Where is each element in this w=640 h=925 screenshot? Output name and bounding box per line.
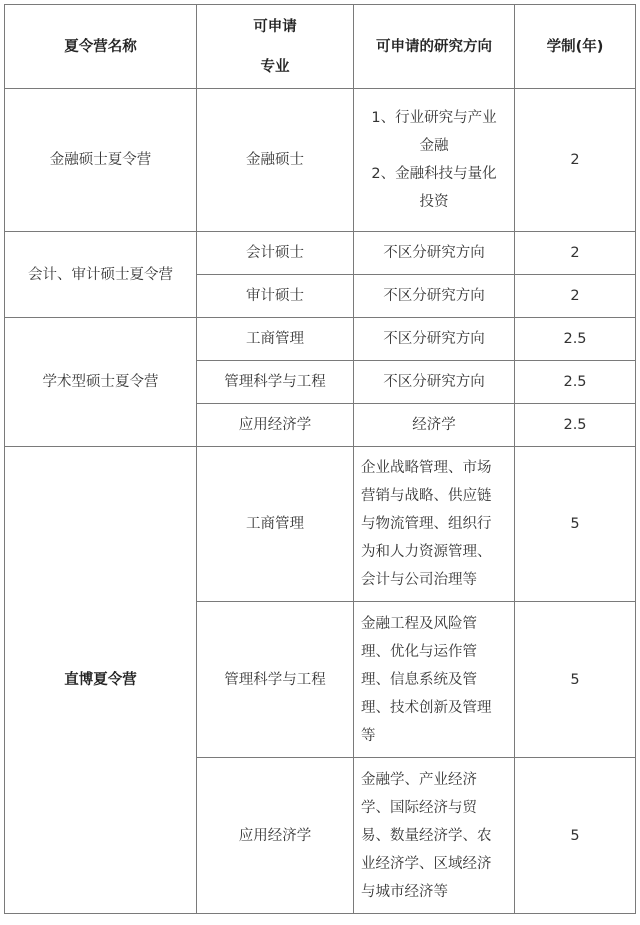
direction-cell: 经济学 [354, 404, 515, 447]
direction-line: 与物流管理、组织行 [361, 516, 492, 532]
direction-cell [354, 758, 515, 914]
years-cell: 2 [515, 89, 636, 232]
direction-line: 易、数量经济学、农 [361, 827, 492, 844]
table-row [5, 89, 636, 232]
header-major-line2: 专业 [260, 58, 290, 75]
direction-line: 金融学、产业经济 [361, 771, 477, 788]
camp-name: 学术型硕士夏令营 [5, 318, 197, 447]
years-cell: 2 [515, 232, 636, 275]
direction-line: 理、信息系统及管 [361, 671, 477, 688]
direction-cell: 不区分研究方向 [354, 232, 515, 275]
camp-name: 金融硕士夏令营 [5, 89, 197, 232]
direction-line: 业经济学、区域经济 [361, 855, 492, 872]
direction-line: 企业战略管理、市场 [361, 460, 492, 476]
major-cell: 工商管理 [197, 447, 354, 602]
years-cell: 5 [515, 447, 636, 602]
major-cell: 金融硕士 [197, 89, 354, 232]
direction-line: 金融工程及风险管 [361, 615, 477, 632]
direction-line: 投资 [419, 194, 449, 210]
major-cell: 管理科学与工程 [197, 602, 354, 758]
direction-line: 会计与公司治理等 [361, 572, 477, 588]
direction-line: 2、金融科技与量化 [371, 166, 497, 182]
header-camp-name: 夏令营名称 [5, 5, 197, 89]
major-cell: 应用经济学 [197, 758, 354, 914]
table-row [5, 447, 636, 602]
direction-line: 1、行业研究与产业 [371, 110, 497, 126]
direction-line: 为和人力资源管理、 [361, 544, 492, 560]
camp-name: 会计、审计硕士夏令营 [5, 232, 197, 318]
header-major [197, 5, 354, 89]
direction-line: 与城市经济等 [361, 883, 448, 900]
years-cell: 2 [515, 275, 636, 318]
years-cell: 5 [515, 758, 636, 914]
years-cell: 2.5 [515, 361, 636, 404]
major-cell: 审计硕士 [197, 275, 354, 318]
direction-line: 理、优化与运作管 [361, 643, 477, 660]
direction-line: 等 [361, 727, 376, 744]
header-row [5, 5, 636, 89]
header-major-line1: 可申请 [253, 18, 297, 35]
direction-line: 学、国际经济与贸 [361, 799, 477, 816]
camp-name: 直博夏令营 [5, 447, 197, 914]
header-direction: 可申请的研究方向 [354, 5, 515, 89]
table-row [5, 232, 636, 275]
direction-cell: 不区分研究方向 [354, 275, 515, 318]
direction-line: 理、技术创新及管理 [361, 699, 492, 716]
major-cell: 会计硕士 [197, 232, 354, 275]
major-cell: 工商管理 [197, 318, 354, 361]
direction-cell: 不区分研究方向 [354, 361, 515, 404]
years-cell: 2.5 [515, 404, 636, 447]
years-cell: 5 [515, 602, 636, 758]
header-years: 学制(年) [515, 5, 636, 89]
direction-cell [354, 602, 515, 758]
summer-camp-table [4, 4, 636, 914]
table-row [5, 318, 636, 361]
major-cell: 管理科学与工程 [197, 361, 354, 404]
direction-line: 营销与战略、供应链 [361, 488, 492, 504]
major-cell: 应用经济学 [197, 404, 354, 447]
direction-cell [354, 447, 515, 602]
direction-cell: 不区分研究方向 [354, 318, 515, 361]
years-cell: 2.5 [515, 318, 636, 361]
direction-line: 金融 [419, 138, 449, 154]
direction-cell [354, 89, 515, 232]
